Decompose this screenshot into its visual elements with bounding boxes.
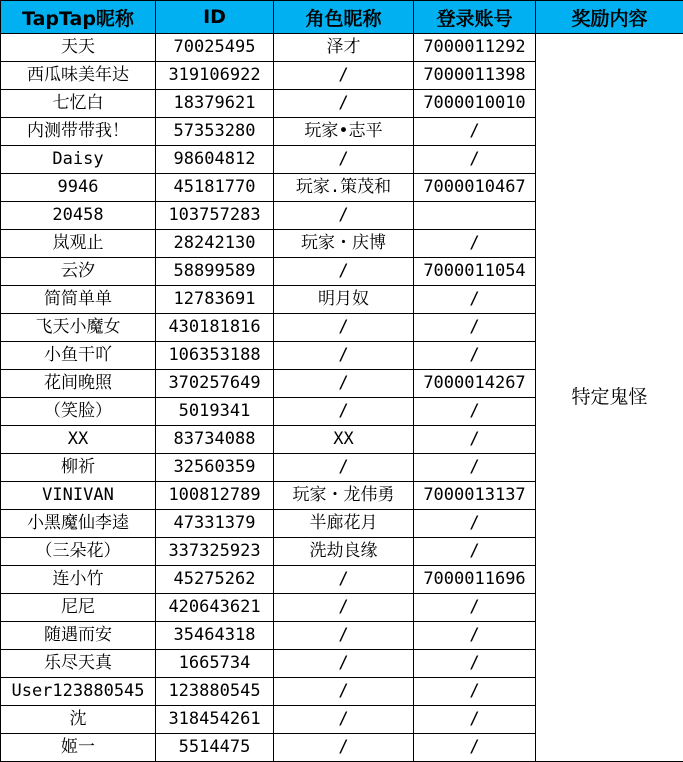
cell-login-account: / [414,538,536,566]
cell-role-nickname: / [274,454,414,482]
cell-taptap-nickname: 乐尽天真 [1,650,156,678]
cell-login-account: / [414,342,536,370]
cell-taptap-nickname: 柳祈 [1,454,156,482]
cell-login-account: / [414,678,536,706]
cell-id: 28242130 [156,230,274,258]
cell-id: 370257649 [156,370,274,398]
cell-login-account: / [414,146,536,174]
cell-role-nickname: / [274,90,414,118]
cell-taptap-nickname: Daisy [1,146,156,174]
cell-id: 1665734 [156,650,274,678]
header-id: ID [156,1,274,34]
cell-login-account: 7000011054 [414,258,536,286]
header-taptap-nickname: TapTap昵称 [1,1,156,34]
cell-id: 32560359 [156,454,274,482]
cell-id: 319106922 [156,62,274,90]
header-reward: 奖励内容 [536,1,683,34]
cell-login-account: 7000011398 [414,62,536,90]
cell-id: 100812789 [156,482,274,510]
cell-id: 5019341 [156,398,274,426]
cell-role-nickname: 玩家•志平 [274,118,414,146]
cell-login-account: / [414,314,536,342]
cell-role-nickname: / [274,678,414,706]
table-body [1,34,683,762]
cell-id: 103757283 [156,202,274,230]
cell-taptap-nickname: User123880545 [1,678,156,706]
cell-taptap-nickname: 云汐 [1,258,156,286]
cell-id: 98604812 [156,146,274,174]
cell-taptap-nickname: 连小竹 [1,566,156,594]
cell-login-account: / [414,118,536,146]
cell-id: 318454261 [156,706,274,734]
cell-login-account: / [414,650,536,678]
cell-taptap-nickname: 沈 [1,706,156,734]
cell-role-nickname: / [274,594,414,622]
cell-login-account [414,202,536,230]
cell-taptap-nickname: 姬一 [1,734,156,762]
cell-taptap-nickname: 天天 [1,34,156,62]
cell-role-nickname: / [274,398,414,426]
cell-id: 106353188 [156,342,274,370]
cell-taptap-nickname: XX [1,426,156,454]
cell-taptap-nickname: 内测带带我！ [1,118,156,146]
cell-id: 35464318 [156,622,274,650]
cell-id: 12783691 [156,286,274,314]
cell-login-account: / [414,706,536,734]
cell-taptap-nickname: VINIVAN [1,482,156,510]
cell-role-nickname: / [274,314,414,342]
cell-role-nickname: / [274,622,414,650]
cell-role-nickname: / [274,370,414,398]
cell-role-nickname: / [274,146,414,174]
cell-login-account: / [414,594,536,622]
cell-role-nickname: 明月奴 [274,286,414,314]
cell-taptap-nickname: 岚观止 [1,230,156,258]
cell-role-nickname: 玩家・庆博 [274,230,414,258]
cell-id: 70025495 [156,34,274,62]
cell-taptap-nickname: （三朵花） [1,538,156,566]
cell-login-account: / [414,286,536,314]
cell-login-account: 7000010010 [414,90,536,118]
cell-id: 57353280 [156,118,274,146]
cell-role-nickname: / [274,62,414,90]
cell-taptap-nickname: 飞天小魔女 [1,314,156,342]
cell-taptap-nickname: 简简单单 [1,286,156,314]
cell-id: 123880545 [156,678,274,706]
cell-taptap-nickname: 七忆白 [1,90,156,118]
cell-taptap-nickname: 小鱼干吖 [1,342,156,370]
cell-role-nickname: / [274,734,414,762]
cell-login-account: 7000010467 [414,174,536,202]
cell-taptap-nickname: 9946 [1,174,156,202]
header-row [1,1,683,34]
cell-role-nickname: 泽才 [274,34,414,62]
cell-id: 58899589 [156,258,274,286]
cell-id: 18379621 [156,90,274,118]
header-login-account: 登录账号 [414,1,536,34]
cell-login-account: / [414,454,536,482]
cell-login-account: / [414,734,536,762]
cell-id: 420643621 [156,594,274,622]
cell-taptap-nickname: 尼尼 [1,594,156,622]
cell-role-nickname: 玩家・龙伟勇 [274,482,414,510]
cell-login-account: / [414,510,536,538]
cell-id: 337325923 [156,538,274,566]
cell-role-nickname: / [274,706,414,734]
cell-role-nickname: / [274,258,414,286]
cell-id: 83734088 [156,426,274,454]
reward-cell: 特定鬼怪 [536,34,683,762]
cell-id: 47331379 [156,510,274,538]
cell-login-account: 7000013137 [414,482,536,510]
cell-taptap-nickname: 随遇而安 [1,622,156,650]
cell-login-account: 7000014267 [414,370,536,398]
cell-id: 430181816 [156,314,274,342]
table-row [1,34,683,62]
cell-role-nickname: 半廊花月 [274,510,414,538]
cell-id: 45181770 [156,174,274,202]
cell-role-nickname: / [274,202,414,230]
cell-id: 45275262 [156,566,274,594]
cell-login-account: 7000011292 [414,34,536,62]
cell-taptap-nickname: 小黑魔仙李逵 [1,510,156,538]
cell-taptap-nickname: （笑脸） [1,398,156,426]
cell-taptap-nickname: 20458 [1,202,156,230]
cell-taptap-nickname: 花间晚照 [1,370,156,398]
cell-id: 5514475 [156,734,274,762]
cell-role-nickname: / [274,650,414,678]
cell-role-nickname: XX [274,426,414,454]
cell-taptap-nickname: 西瓜味美年达 [1,62,156,90]
cell-role-nickname: 洗劫良缘 [274,538,414,566]
cell-login-account: 7000011696 [414,566,536,594]
header-role-nickname: 角色昵称 [274,1,414,34]
cell-login-account: / [414,426,536,454]
cell-login-account: / [414,230,536,258]
cell-login-account: / [414,622,536,650]
cell-role-nickname: 玩家.策茂和 [274,174,414,202]
cell-role-nickname: / [274,566,414,594]
cell-role-nickname: / [274,342,414,370]
cell-login-account: / [414,398,536,426]
